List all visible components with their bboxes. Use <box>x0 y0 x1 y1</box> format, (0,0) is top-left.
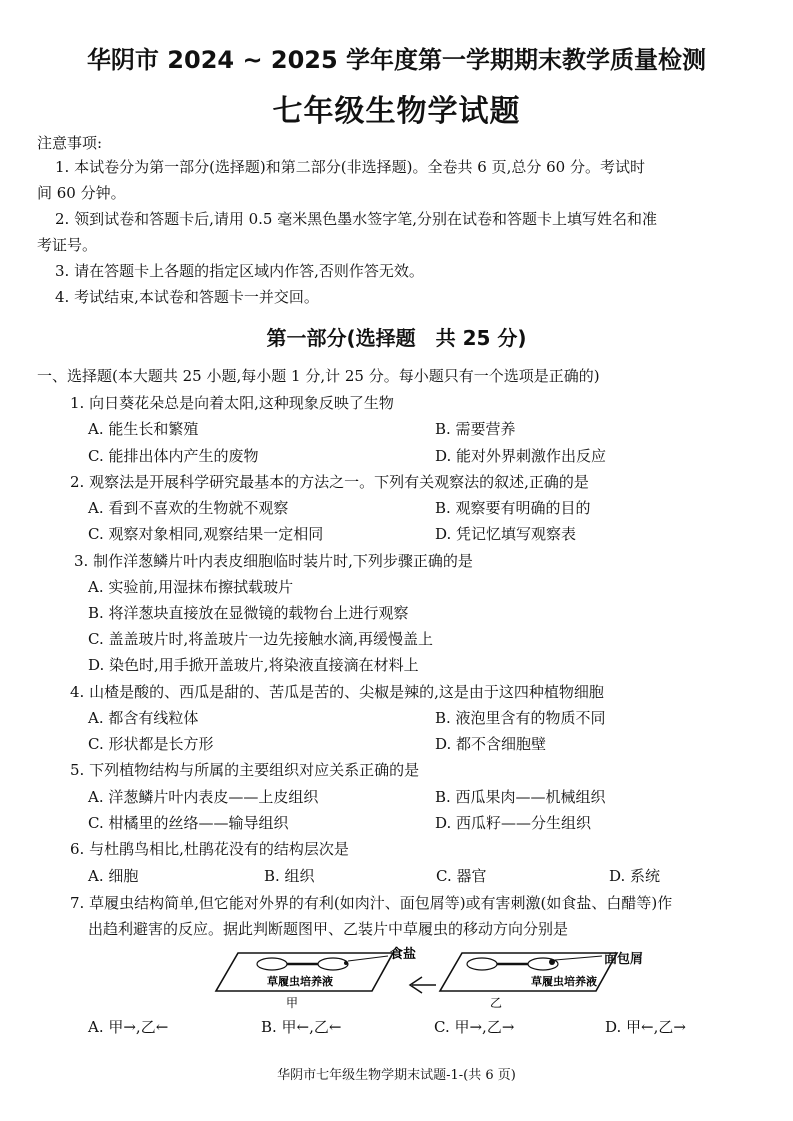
leader-line-salt <box>348 956 388 961</box>
q4-option-a: A. 都含有线粒体 <box>88 709 199 727</box>
section-intro: 一、选择题(本大题共 25 小题,每小题 1 分,计 25 分。每小题只有一个选项是正确的) <box>37 367 600 385</box>
q7-stem-cont: 出趋利避害的反应。据此判断题图甲、乙装片中草履虫的移动方向分别是 <box>88 920 569 938</box>
notice-item-2-cont: 考证号。 <box>37 236 98 254</box>
q5-option-b: B. 西瓜果肉——机械组织 <box>435 788 606 806</box>
q1-option-d: D. 能对外界刺激作出反应 <box>435 447 607 465</box>
q7-option-a: A. 甲→,乙← <box>88 1018 169 1036</box>
q2-option-a: A. 看到不喜欢的生物就不观察 <box>88 499 289 517</box>
q2-option-b: B. 观察要有明确的目的 <box>435 499 591 517</box>
notice-item-2: 2. 领到试卷和答题卡后,请用 0.5 毫米黑色墨水签字笔,分别在试卷和答题卡上填写姓名和准 <box>55 210 658 228</box>
culture-drop-right <box>318 958 348 970</box>
q4-option-b: B. 液泡里含有的物质不同 <box>435 709 606 727</box>
page-footer: 华阴市七年级生物学期末试题-1-(共 6 页) <box>277 1068 516 1083</box>
notice-item-3: 3. 请在答题卡上各题的指定区域内作答,否则作答无效。 <box>55 262 424 280</box>
q6-option-d: D. 系统 <box>609 867 661 885</box>
q1-stem: 1. 向日葵花朵总是向着太阳,这种现象反映了生物 <box>70 394 394 412</box>
q1-option-a: A. 能生长和繁殖 <box>88 420 199 438</box>
section-title: 第一部分(选择题 共 25 分) <box>266 326 527 350</box>
q3-option-a: A. 实验前,用湿抹布擦拭载玻片 <box>88 578 294 596</box>
notice-item-4: 4. 考试结束,本试卷和答题卡一并交回。 <box>55 288 319 306</box>
q3-option-c: C. 盖盖玻片时,将盖玻片一边先接触水滴,再缓慢盖上 <box>88 630 434 648</box>
q2-stem: 2. 观察法是开展科学研究最基本的方法之一。下列有关观察法的叙述,正确的是 <box>70 473 589 491</box>
paramecium-slide-figure <box>200 945 630 1011</box>
q7-stem: 7. 草履虫结构简单,但它能对外界的有利(如肉汁、面包屑等)或有害刺激(如食盐、白醋等)作 <box>70 894 673 912</box>
label-yi: 乙 <box>489 996 503 1010</box>
q5-option-c: C. 柑橘里的丝络——输导组织 <box>88 814 289 832</box>
q5-stem: 5. 下列植物结构与所属的主要组织对应关系正确的是 <box>70 761 420 779</box>
q3-option-b: B. 将洋葱块直接放在显微镜的载物台上进行观察 <box>88 604 409 622</box>
bread-crumb <box>549 959 555 965</box>
q7-option-d: D. 甲←,乙→ <box>605 1018 686 1036</box>
q4-option-d: D. 都不含细胞壁 <box>435 735 547 753</box>
label-jia: 甲 <box>285 996 299 1010</box>
label-bread: 面包屑 <box>604 952 644 967</box>
q7-option-b: B. 甲←,乙← <box>261 1018 342 1036</box>
label-salt: 食盐 <box>390 947 417 962</box>
q6-option-a: A. 细胞 <box>88 867 139 885</box>
q7-option-c: C. 甲→,乙→ <box>434 1018 515 1036</box>
q6-stem: 6. 与杜鹃鸟相比,杜鹃花没有的结构层次是 <box>70 840 349 858</box>
q5-option-a: A. 洋葱鳞片叶内表皮——上皮组织 <box>88 788 319 806</box>
notice-item-1: 1. 本试卷分为第一部分(选择题)和第二部分(非选择题)。全卷共 6 页,总分 60 分。考试时 <box>55 158 645 176</box>
label-culture-right: 草履虫培养液 <box>531 975 597 988</box>
q4-stem: 4. 山楂是酸的、西瓜是甜的、苦瓜是苦的、尖椒是辣的,这是由于这四种植物细胞 <box>70 683 604 701</box>
q6-option-c: C. 器官 <box>436 867 487 885</box>
q3-option-d: D. 染色时,用手掀开盖玻片,将染液直接滴在材料上 <box>88 656 419 674</box>
q6-option-b: B. 组织 <box>264 867 315 885</box>
exam-title-line1: 华阴市 2024 ~ 2025 学年度第一学期期末教学质量检测 <box>86 46 707 74</box>
q2-option-c: C. 观察对象相同,观察结果一定相同 <box>88 525 324 543</box>
q1-option-b: B. 需要营养 <box>435 420 516 438</box>
q3-stem: 3. 制作洋葱鳞片叶内表皮细胞临时装片时,下列步骤正确的是 <box>74 552 473 570</box>
notice-item-1-cont: 间 60 分钟。 <box>37 184 126 202</box>
q5-option-d: D. 西瓜籽——分生组织 <box>435 814 592 832</box>
q2-option-d: D. 凭记忆填写观察表 <box>435 525 577 543</box>
q4-option-c: C. 形状都是长方形 <box>88 735 214 753</box>
salt-particle <box>344 961 348 965</box>
notice-heading: 注意事项: <box>37 134 103 152</box>
q1-option-c: C. 能排出体内产生的废物 <box>88 447 259 465</box>
label-culture-left: 草履虫培养液 <box>267 975 333 988</box>
exam-title-subject: 七年级生物学试题 <box>272 94 521 129</box>
culture-drop-left-yi <box>467 958 497 970</box>
leader-line-bread <box>555 956 602 960</box>
culture-drop-left <box>257 958 287 970</box>
